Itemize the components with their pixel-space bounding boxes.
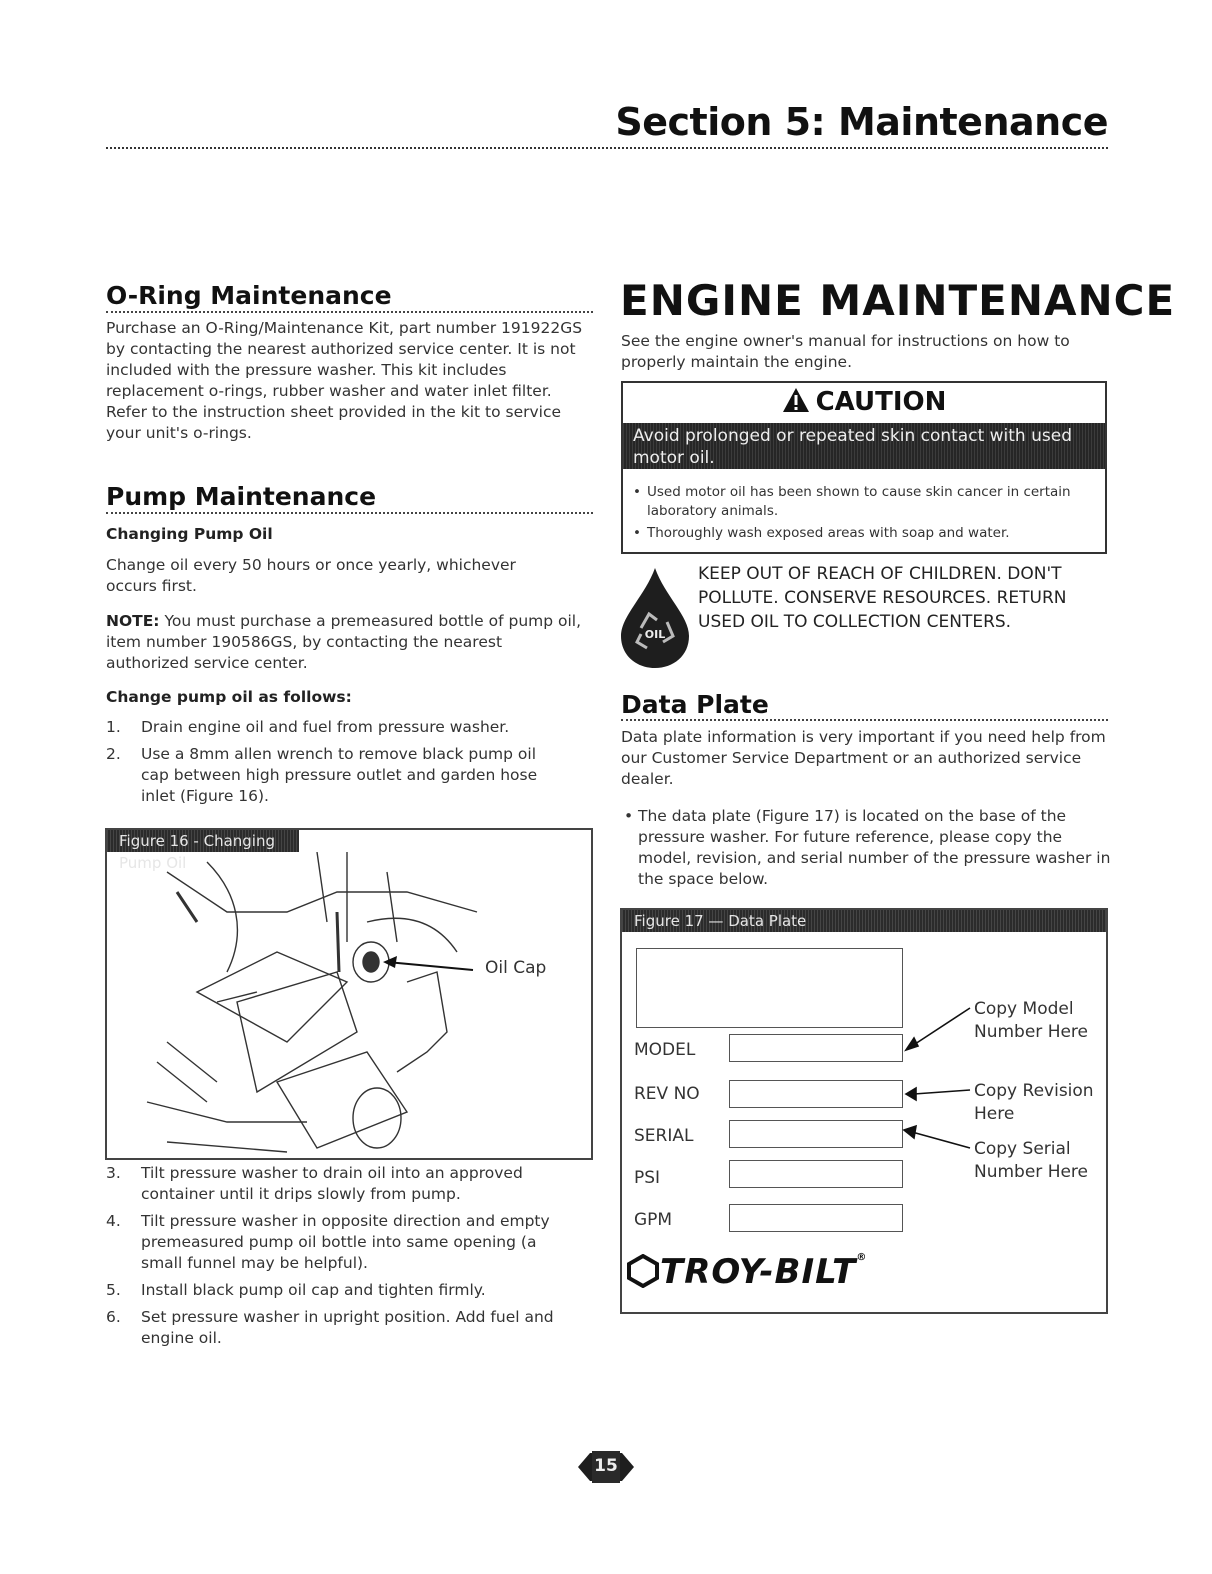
data-plate-bullet — [624, 806, 1114, 890]
note-text: You must purchase a premeasured bottle of pump oil, item number 190586GS, by contacting the nearest authorized service center. — [106, 612, 582, 672]
header-rule — [106, 147, 1108, 149]
pump-heading: Pump Maintenance — [106, 482, 377, 511]
step-text: Tilt pressure washer to drain oil into an approved container until it drips slowly from pump. — [141, 1164, 523, 1203]
data-plate-heading: Data Plate — [621, 690, 769, 719]
pump-steps-list-a — [106, 717, 566, 813]
data-plate-body: Data plate information is very important if you need help from our Customer Service Department or an authorized service dealer. — [621, 728, 1106, 788]
oring-heading-rule — [106, 311, 593, 313]
caution-header — [623, 387, 1105, 417]
list-item — [106, 1280, 576, 1301]
trademark-mark: ® — [856, 1252, 868, 1263]
list-item — [106, 1211, 576, 1274]
list-item: • Used motor oil has been shown to cause skin cancer in certain laboratory animals. — [633, 483, 1093, 521]
pump-note — [106, 611, 586, 674]
list-item — [106, 1163, 576, 1205]
figure-17-caption: Figure 17 — Data Plate — [622, 910, 1106, 932]
oil-drop-label: OIL — [644, 628, 666, 641]
step-text: Install black pump oil cap and tighten firmly. — [141, 1281, 486, 1299]
recycle-notice: KEEP OUT OF REACH OF CHILDREN. DON'T POLLUTE. CONSERVE RESOURCES. RETURN USED OIL TO COLLECTION CENTERS. — [698, 564, 1067, 632]
oring-body: Purchase an O-Ring/Maintenance Kit, part number 191922GS by contacting the nearest authorized service center. It is not included with the pressure washer. This kit includes replacement o-rings, rubber washer and water inlet filter. Refer to the instruction sheet provided in the kit to service your unit's o-rings. — [106, 319, 583, 442]
step-text: Set pressure washer in upright position. Add fuel and engine oil. — [141, 1308, 554, 1347]
pump-oil-interval-text: Change oil every 50 hours or once yearly, whichever occurs first. — [106, 556, 516, 595]
data-plate-heading-rule — [621, 719, 1108, 721]
pump-steps-list-b — [106, 1163, 576, 1355]
figure-17 — [620, 908, 1108, 1314]
gpm-label: GPM — [634, 1210, 673, 1230]
page-number-badge — [578, 1447, 634, 1487]
list-item — [106, 717, 566, 738]
copy-serial-note: Copy Serial Number Here — [974, 1139, 1089, 1182]
brand-logo — [626, 1252, 867, 1292]
step-number: 5. — [106, 1281, 121, 1299]
pump-illustration — [107, 852, 591, 1158]
step-number: 6. — [106, 1308, 121, 1326]
copy-revision-note: Copy Revision Here — [974, 1081, 1094, 1124]
model-label: MODEL — [634, 1040, 696, 1060]
oil-drop-icon — [617, 566, 693, 670]
pump-heading-rule — [106, 512, 593, 514]
copy-model-note: Copy Model Number Here — [974, 999, 1089, 1042]
figure-16-caption: Figure 16 - Changing Pump Oil — [107, 830, 299, 852]
recycle-oil-drop — [617, 566, 693, 670]
psi-label: PSI — [634, 1168, 661, 1188]
step-text: Tilt pressure washer in opposite direction and empty premeasured pump oil bottle into same opening (a small funnel may be helpful). — [141, 1212, 550, 1272]
oil-cap-callout: Oil Cap — [485, 958, 547, 978]
caution-bullets — [633, 483, 1093, 546]
changing-pump-oil-subheading: Changing Pump Oil — [106, 525, 273, 543]
step-number: 2. — [106, 745, 121, 763]
bullet-icon: • — [624, 807, 634, 825]
caution-box — [621, 381, 1107, 554]
list-item — [106, 1307, 576, 1349]
step-text: Drain engine oil and fuel from pressure washer. — [141, 718, 510, 736]
caution-band: Avoid prolonged or repeated skin contact with used motor oil. — [623, 423, 1105, 469]
list-item: • Thoroughly wash exposed areas with soap and water. — [633, 524, 1093, 543]
change-pump-oil-subheading: Change pump oil as follows: — [106, 688, 352, 706]
brand-name: TROY-BILT — [660, 1252, 857, 1292]
rev-no-label: REV NO — [634, 1084, 700, 1104]
engine-body: See the engine owner's manual for instructions on how to properly maintain the engine. — [621, 332, 1070, 371]
figure-16 — [105, 828, 593, 1160]
brand-hexagon-icon — [626, 1254, 660, 1288]
step-number: 4. — [106, 1212, 121, 1230]
step-number: 1. — [106, 718, 121, 736]
note-label: NOTE: — [106, 612, 160, 630]
engine-maintenance-heading: ENGINE MAINTENANCE — [620, 276, 1176, 325]
serial-label: SERIAL — [634, 1126, 694, 1146]
step-number: 3. — [106, 1164, 121, 1182]
oring-heading: O-Ring Maintenance — [106, 281, 392, 310]
caution-label: CAUTION — [815, 387, 947, 417]
section-title: Section 5: Maintenance — [615, 100, 1108, 144]
list-item — [106, 744, 566, 807]
page-number: 15 — [594, 1456, 618, 1476]
step-text: Use a 8mm allen wrench to remove black pump oil cap between high pressure outlet and garden hose inlet (Figure 16). — [141, 745, 538, 805]
warning-triangle-icon — [782, 387, 810, 413]
data-plate-bullet-text: The data plate (Figure 17) is located on the base of the pressure washer. For future reference, please copy the model, revision, and serial number of the pressure washer in the space below. — [638, 807, 1111, 888]
